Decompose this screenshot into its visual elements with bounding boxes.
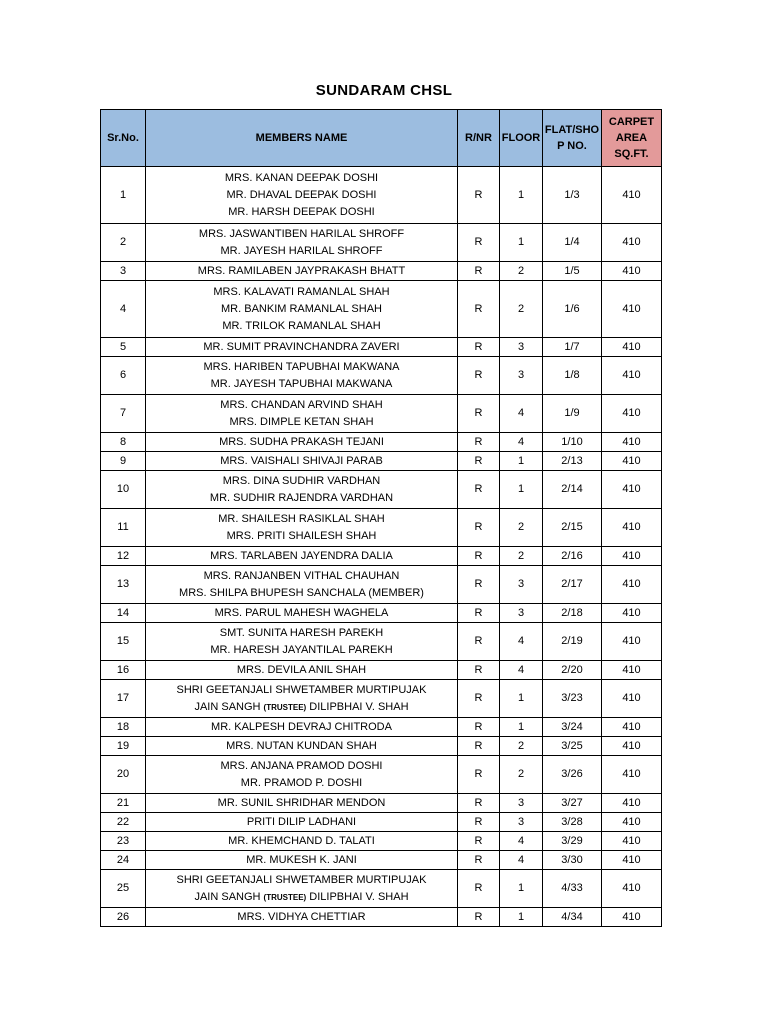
cell-floor: 1 [500, 908, 543, 927]
cell-r-nr: R [458, 737, 500, 756]
cell-sr-no: 23 [101, 832, 146, 851]
table-row [101, 623, 662, 661]
cell-floor: 4 [500, 661, 543, 680]
cell-flat-no: 3/24 [543, 718, 602, 737]
cell-r-nr: R [458, 661, 500, 680]
member-name-line: MRS. RAMILABEN JAYPRAKASH BHATT [197, 264, 406, 277]
cell-r-nr: R [458, 262, 500, 281]
header-sr-no: Sr.No. [101, 110, 146, 167]
cell-floor: 3 [500, 813, 543, 832]
cell-carpet-area: 410 [602, 281, 662, 338]
member-name-line: MRS. DIMPLE KETAN SHAH [229, 415, 374, 428]
cell-sr-no: 5 [101, 338, 146, 357]
cell-floor: 1 [500, 870, 543, 908]
cell-members-name [146, 718, 458, 737]
cell-flat-no: 2/17 [543, 566, 602, 604]
cell-carpet-area: 410 [602, 167, 662, 224]
cell-flat-no: 3/25 [543, 737, 602, 756]
cell-carpet-area: 410 [602, 395, 662, 433]
cell-r-nr: R [458, 851, 500, 870]
member-name-line [146, 699, 457, 716]
cell-carpet-area: 410 [602, 471, 662, 509]
cell-sr-no: 21 [101, 794, 146, 813]
cell-floor: 1 [500, 680, 543, 718]
cell-flat-no: 1/3 [543, 167, 602, 224]
header-flat-shop-no [543, 110, 602, 167]
cell-r-nr: R [458, 680, 500, 718]
header-flat-line: FLAT/SHO [544, 124, 600, 136]
table-row [101, 338, 662, 357]
cell-members-name [146, 167, 458, 224]
cell-members-name [146, 547, 458, 566]
cell-carpet-area: 410 [602, 870, 662, 908]
cell-flat-no: 3/26 [543, 756, 602, 794]
cell-flat-no: 1/10 [543, 433, 602, 452]
cell-carpet-area: 410 [602, 851, 662, 870]
cell-carpet-area: 410 [602, 623, 662, 661]
cell-members-name [146, 794, 458, 813]
cell-carpet-area: 410 [602, 737, 662, 756]
cell-members-name [146, 661, 458, 680]
cell-floor: 3 [500, 794, 543, 813]
member-name-line [146, 889, 457, 906]
member-name-line: MRS. JASWANTIBEN HARILAL SHROFF [198, 227, 405, 240]
member-name-line: MRS. CHANDAN ARVIND SHAH [220, 398, 383, 411]
cell-sr-no: 10 [101, 471, 146, 509]
trustee-prefix: JAIN SANGH [194, 700, 261, 713]
header-floor: FLOOR [500, 110, 543, 167]
cell-floor: 2 [500, 547, 543, 566]
member-name-line: MRS. SUDHA PRAKASH TEJANI [219, 435, 384, 448]
cell-r-nr: R [458, 395, 500, 433]
table-row [101, 452, 662, 471]
cell-carpet-area: 410 [602, 718, 662, 737]
cell-sr-no: 14 [101, 604, 146, 623]
cell-r-nr: R [458, 224, 500, 262]
cell-flat-no: 4/34 [543, 908, 602, 927]
trustee-name: DILIPBHAI V. SHAH [309, 700, 409, 713]
cell-members-name [146, 756, 458, 794]
table-row [101, 471, 662, 509]
cell-floor: 4 [500, 623, 543, 661]
member-name-line: MRS. VIDHYA CHETTIAR [237, 910, 366, 923]
cell-flat-no: 2/15 [543, 509, 602, 547]
header-r-nr: R/NR [458, 110, 500, 167]
member-name-line: SHRI GEETANJALI SHWETAMBER MURTIPUJAK [176, 683, 427, 696]
cell-members-name [146, 813, 458, 832]
cell-floor: 1 [500, 167, 543, 224]
cell-carpet-area: 410 [602, 756, 662, 794]
member-name-line: MRS. KANAN DEEPAK DOSHI [224, 171, 379, 184]
table-row [101, 718, 662, 737]
cell-floor: 3 [500, 566, 543, 604]
member-name-line: MR. KALPESH DEVRAJ CHITRODA [211, 720, 392, 733]
cell-floor: 1 [500, 718, 543, 737]
cell-flat-no: 2/18 [543, 604, 602, 623]
table-row [101, 357, 662, 395]
member-name-line: MRS. PARUL MAHESH WAGHELA [214, 606, 389, 619]
header-carpet-line: AREA [615, 132, 648, 144]
cell-sr-no: 6 [101, 357, 146, 395]
cell-floor: 1 [500, 224, 543, 262]
cell-flat-no: 2/14 [543, 471, 602, 509]
cell-sr-no: 17 [101, 680, 146, 718]
trustee-prefix: JAIN SANGH [194, 890, 261, 903]
cell-sr-no: 13 [101, 566, 146, 604]
table-row [101, 167, 662, 224]
trustee-tag: (TRUSTEE) [263, 892, 307, 902]
cell-sr-no: 26 [101, 908, 146, 927]
cell-members-name [146, 737, 458, 756]
cell-sr-no: 7 [101, 395, 146, 433]
cell-floor: 4 [500, 433, 543, 452]
header-row [101, 110, 662, 167]
header-carpet-line: CARPET [608, 116, 655, 128]
member-name-line: MRS. RANJANBEN VITHAL CHAUHAN [203, 569, 400, 582]
cell-flat-no: 2/16 [543, 547, 602, 566]
cell-members-name [146, 832, 458, 851]
cell-r-nr: R [458, 357, 500, 395]
cell-carpet-area: 410 [602, 661, 662, 680]
member-name-line: PRITI DILIP LADHANI [246, 815, 357, 828]
cell-r-nr: R [458, 452, 500, 471]
cell-floor: 3 [500, 604, 543, 623]
cell-r-nr: R [458, 908, 500, 927]
cell-members-name [146, 338, 458, 357]
header-carpet-line: SQ.FT. [614, 148, 649, 160]
cell-sr-no: 20 [101, 756, 146, 794]
cell-flat-no: 3/29 [543, 832, 602, 851]
member-name-line: MRS. VAISHALI SHIVAJI PARAB [220, 454, 383, 467]
cell-r-nr: R [458, 566, 500, 604]
cell-sr-no: 24 [101, 851, 146, 870]
cell-sr-no: 2 [101, 224, 146, 262]
cell-sr-no: 1 [101, 167, 146, 224]
cell-carpet-area: 410 [602, 794, 662, 813]
cell-flat-no: 1/4 [543, 224, 602, 262]
cell-carpet-area: 410 [602, 357, 662, 395]
cell-flat-no: 2/19 [543, 623, 602, 661]
cell-sr-no: 18 [101, 718, 146, 737]
table-row [101, 281, 662, 338]
table-row [101, 661, 662, 680]
cell-flat-no: 3/30 [543, 851, 602, 870]
cell-flat-no: 2/20 [543, 661, 602, 680]
table-row [101, 604, 662, 623]
cell-members-name [146, 604, 458, 623]
cell-flat-no: 1/6 [543, 281, 602, 338]
members-table [100, 109, 662, 927]
cell-r-nr: R [458, 794, 500, 813]
member-name-line: MRS. KALAVATI RAMANLAL SHAH [213, 285, 390, 298]
cell-members-name [146, 623, 458, 661]
cell-carpet-area: 410 [602, 224, 662, 262]
cell-sr-no: 9 [101, 452, 146, 471]
member-name-line: MR. HARESH JAYANTILAL PAREKH [210, 643, 393, 656]
trustee-name: DILIPBHAI V. SHAH [309, 890, 409, 903]
cell-members-name [146, 395, 458, 433]
cell-r-nr: R [458, 832, 500, 851]
cell-sr-no: 3 [101, 262, 146, 281]
cell-floor: 4 [500, 851, 543, 870]
header-carpet-area [602, 110, 662, 167]
cell-r-nr: R [458, 338, 500, 357]
cell-r-nr: R [458, 167, 500, 224]
table-row [101, 851, 662, 870]
cell-carpet-area: 410 [602, 452, 662, 471]
member-name-line: MR. SUMIT PRAVINCHANDRA ZAVERI [203, 340, 400, 353]
cell-carpet-area: 410 [602, 547, 662, 566]
cell-sr-no: 19 [101, 737, 146, 756]
member-name-line: MR. TRILOK RAMANLAL SHAH [222, 319, 381, 332]
cell-r-nr: R [458, 623, 500, 661]
cell-members-name [146, 870, 458, 908]
cell-members-name [146, 851, 458, 870]
cell-flat-no: 3/27 [543, 794, 602, 813]
trustee-tag: (TRUSTEE) [263, 702, 307, 712]
cell-carpet-area: 410 [602, 433, 662, 452]
cell-flat-no: 3/28 [543, 813, 602, 832]
cell-sr-no: 25 [101, 870, 146, 908]
cell-members-name [146, 452, 458, 471]
cell-r-nr: R [458, 547, 500, 566]
cell-sr-no: 22 [101, 813, 146, 832]
cell-members-name [146, 471, 458, 509]
cell-carpet-area: 410 [602, 813, 662, 832]
cell-members-name [146, 262, 458, 281]
table-row [101, 813, 662, 832]
member-name-line: MR. SUNIL SHRIDHAR MENDON [217, 796, 386, 809]
member-name-line: MRS. ANJANA PRAMOD DOSHI [220, 759, 383, 772]
cell-members-name [146, 224, 458, 262]
document-title: SUNDARAM CHSL [315, 82, 453, 99]
cell-floor: 4 [500, 832, 543, 851]
cell-members-name [146, 281, 458, 338]
member-name-line: MRS. TARLABEN JAYENDRA DALIA [210, 549, 393, 562]
cell-flat-no: 2/13 [543, 452, 602, 471]
cell-members-name [146, 566, 458, 604]
cell-floor: 3 [500, 338, 543, 357]
member-name-line: MR. HARSH DEEPAK DOSHI [228, 205, 375, 218]
table-row [101, 908, 662, 927]
cell-r-nr: R [458, 870, 500, 908]
cell-carpet-area: 410 [602, 604, 662, 623]
cell-carpet-area: 410 [602, 262, 662, 281]
table-row [101, 756, 662, 794]
cell-r-nr: R [458, 471, 500, 509]
cell-r-nr: R [458, 813, 500, 832]
table-row [101, 737, 662, 756]
member-name-line: MRS. NUTAN KUNDAN SHAH [226, 739, 377, 752]
cell-floor: 1 [500, 471, 543, 509]
member-name-line: MRS. DINA SUDHIR VARDHAN [222, 474, 381, 487]
cell-floor: 1 [500, 452, 543, 471]
table-row [101, 547, 662, 566]
member-name-line: MR. PRAMOD P. DOSHI [240, 776, 363, 789]
table-row [101, 224, 662, 262]
cell-flat-no: 1/8 [543, 357, 602, 395]
member-name-line: MR. KHEMCHAND D. TALATI [228, 834, 375, 847]
cell-r-nr: R [458, 604, 500, 623]
cell-r-nr: R [458, 509, 500, 547]
cell-sr-no: 11 [101, 509, 146, 547]
cell-flat-no: 3/23 [543, 680, 602, 718]
cell-r-nr: R [458, 433, 500, 452]
cell-floor: 3 [500, 357, 543, 395]
cell-members-name [146, 509, 458, 547]
cell-floor: 2 [500, 281, 543, 338]
cell-flat-no: 1/5 [543, 262, 602, 281]
table-row [101, 794, 662, 813]
cell-floor: 2 [500, 262, 543, 281]
cell-carpet-area: 410 [602, 908, 662, 927]
table-row [101, 566, 662, 604]
header-members-name: MEMBERS NAME [146, 110, 458, 167]
cell-r-nr: R [458, 281, 500, 338]
member-name-line: MRS. PRITI SHAILESH SHAH [226, 529, 377, 542]
member-name-line: MRS. SHILPA BHUPESH SANCHALA (MEMBER) [179, 586, 424, 599]
member-name-line: MR. DHAVAL DEEPAK DOSHI [226, 188, 377, 201]
cell-sr-no: 4 [101, 281, 146, 338]
member-name-line: MR. MUKESH K. JANI [246, 853, 357, 866]
cell-floor: 2 [500, 756, 543, 794]
cell-r-nr: R [458, 756, 500, 794]
member-name-line: MR. SHAILESH RASIKLAL SHAH [218, 512, 385, 525]
cell-members-name [146, 357, 458, 395]
cell-carpet-area: 410 [602, 509, 662, 547]
cell-sr-no: 8 [101, 433, 146, 452]
table-row [101, 680, 662, 718]
member-name-line: MR. BANKIM RAMANLAL SHAH [221, 302, 382, 315]
member-name-line: MR. JAYESH TAPUBHAI MAKWANA [210, 377, 393, 390]
member-name-line: SHRI GEETANJALI SHWETAMBER MURTIPUJAK [176, 873, 427, 886]
table-row [101, 433, 662, 452]
member-name-line: MR. JAYESH HARILAL SHROFF [220, 244, 383, 257]
cell-floor: 4 [500, 395, 543, 433]
cell-carpet-area: 410 [602, 566, 662, 604]
table-row [101, 395, 662, 433]
cell-carpet-area: 410 [602, 832, 662, 851]
cell-flat-no: 1/9 [543, 395, 602, 433]
member-name-line: MRS. HARIBEN TAPUBHAI MAKWANA [203, 360, 400, 373]
cell-flat-no: 4/33 [543, 870, 602, 908]
cell-sr-no: 16 [101, 661, 146, 680]
cell-flat-no: 1/7 [543, 338, 602, 357]
cell-floor: 2 [500, 509, 543, 547]
cell-members-name [146, 433, 458, 452]
header-flat-line: P NO. [557, 140, 587, 152]
table-row [101, 832, 662, 851]
member-name-line: SMT. SUNITA HARESH PAREKH [219, 626, 384, 639]
table-row [101, 509, 662, 547]
table-row [101, 870, 662, 908]
cell-carpet-area: 410 [602, 338, 662, 357]
cell-members-name [146, 680, 458, 718]
cell-r-nr: R [458, 718, 500, 737]
cell-sr-no: 12 [101, 547, 146, 566]
cell-sr-no: 15 [101, 623, 146, 661]
cell-members-name [146, 908, 458, 927]
member-name-line: MR. SUDHIR RAJENDRA VARDHAN [209, 491, 394, 504]
cell-carpet-area: 410 [602, 680, 662, 718]
member-name-line: MRS. DEVILA ANIL SHAH [236, 663, 367, 676]
cell-floor: 2 [500, 737, 543, 756]
table-row [101, 262, 662, 281]
